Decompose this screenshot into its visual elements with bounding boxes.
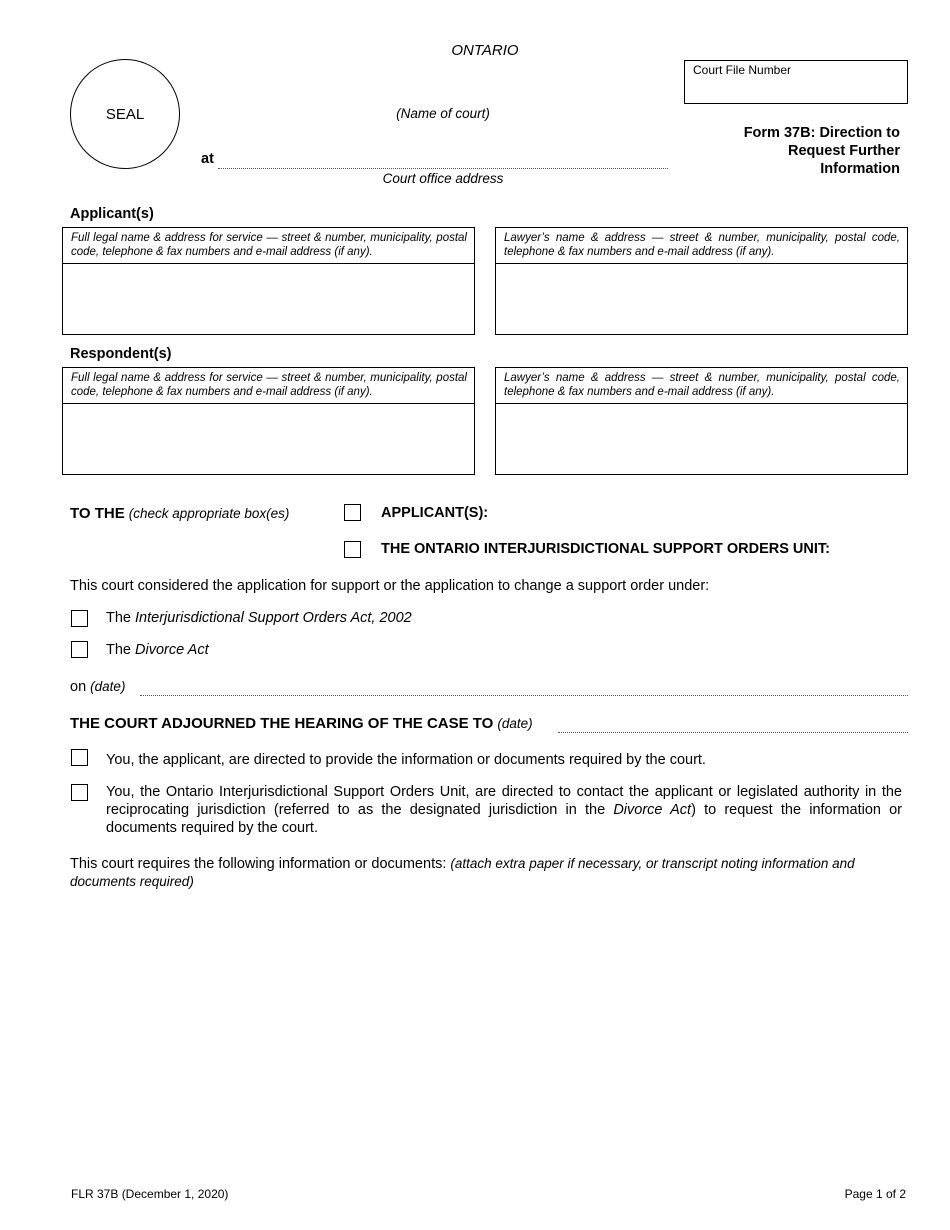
divorce-act-prefix: The [106, 642, 131, 658]
direction-applicant-checkbox[interactable] [71, 749, 88, 766]
divorce-act-checkbox[interactable] [71, 641, 88, 658]
isoa-option [106, 609, 412, 627]
court-office-address-field[interactable] [218, 168, 668, 169]
on-date-hint: (date) [90, 679, 126, 694]
applicants-checkbox[interactable] [344, 504, 361, 521]
form-title [680, 124, 900, 178]
court-office-address-label: Court office address [382, 171, 504, 186]
adjourned-date-hint: (date) [497, 716, 533, 731]
direction-isou-act: Divorce Act [613, 802, 692, 818]
respondent-lawyer-value[interactable] [496, 404, 907, 412]
considered-date-field[interactable] [140, 695, 908, 696]
name-of-court-label: (Name of court) [396, 106, 490, 121]
applicant-party-value[interactable] [63, 264, 474, 272]
applicant-party-box[interactable] [62, 227, 475, 335]
isoa-act-name: Interjurisdictional Support Orders Act, 2002 [135, 610, 412, 626]
direction-isou-text-part1: You, the Ontario Interjurisdictional Support Orders Unit, are directed to contact the applicant or legislated authority in the reciprocating jurisdiction (referred to as the designated jurisdiction in the [106, 784, 902, 818]
adjourned-label: THE COURT ADJOURNED THE HEARING OF THE CASE TO [70, 715, 494, 732]
applicants-heading: Applicant(s) [70, 206, 154, 222]
respondents-heading: Respondent(s) [70, 346, 172, 362]
on-date-row [70, 678, 125, 696]
court-file-number-label: Court File Number [693, 63, 792, 77]
isoa-prefix: The [106, 610, 131, 626]
respondent-party-box-label: Full legal name & address for service — street & number, municipality, postal code, telephone & fax numbers and e-mail address (if any). [63, 368, 474, 404]
court-file-number-field[interactable] [684, 60, 908, 104]
to-the-hint: (check appropriate box(es) [128, 506, 290, 521]
seal-label: SEAL [105, 105, 145, 123]
on-label: on [70, 679, 87, 695]
applicants-option-label: APPLICANT(S): [381, 505, 489, 521]
direction-isou-text-part2: ) to request the information or documents required by the court. [106, 802, 903, 836]
to-the-row [70, 505, 289, 522]
to-the-label: TO THE [70, 505, 125, 522]
jurisdiction-title: ONTARIO [451, 42, 519, 59]
footer-form-id: FLR 37B (December 1, 2020) [71, 1187, 229, 1201]
adjourned-date-field[interactable] [558, 732, 908, 733]
form-title-line1: Form 37B: Direction to [743, 125, 900, 141]
direction-applicant-text: You, the applicant, are directed to provide the information or documents required by the court. [106, 752, 706, 768]
considered-intro: This court considered the application for support or the application to change a support order under: [70, 578, 710, 594]
respondent-lawyer-box-label: Lawyer’s name & address — street & number, municipality, postal code, telephone & fax numbers and e-mail address (if any). [496, 368, 907, 404]
footer-page-number: Page 1 of 2 [844, 1187, 906, 1201]
respondent-lawyer-box[interactable] [495, 367, 908, 475]
requires-paragraph [70, 855, 902, 891]
isoa-checkbox[interactable] [71, 610, 88, 627]
divorce-act-name: Divorce Act [135, 642, 209, 658]
requires-response-area[interactable] [70, 900, 906, 1170]
respondent-party-box[interactable] [62, 367, 475, 475]
respondent-party-value[interactable] [63, 404, 474, 412]
divorce-act-option [106, 641, 209, 659]
isou-option-label: THE ONTARIO INTERJURISDICTIONAL SUPPORT ORDERS UNIT: [381, 541, 830, 557]
applicant-lawyer-value[interactable] [496, 264, 907, 272]
at-label: at [201, 151, 214, 167]
direction-isou-text [106, 783, 902, 837]
requires-text: This court requires the following information or documents: [70, 856, 447, 872]
form-title-line3: Information [820, 161, 900, 177]
court-seal [70, 59, 180, 169]
isou-checkbox[interactable] [344, 541, 361, 558]
applicant-party-box-label: Full legal name & address for service — street & number, municipality, postal code, telephone & fax numbers and e-mail address (if any). [63, 228, 474, 264]
applicant-lawyer-box[interactable] [495, 227, 908, 335]
direction-isou-checkbox[interactable] [71, 784, 88, 801]
adjourned-row [70, 715, 533, 733]
requires-hint: (attach extra paper if necessary, or transcript noting information and documents required) [70, 856, 855, 889]
applicant-lawyer-box-label: Lawyer’s name & address — street & number, municipality, postal code, telephone & fax numbers and e-mail address (if any). [496, 228, 907, 264]
form-title-line2: Request Further [788, 143, 900, 159]
